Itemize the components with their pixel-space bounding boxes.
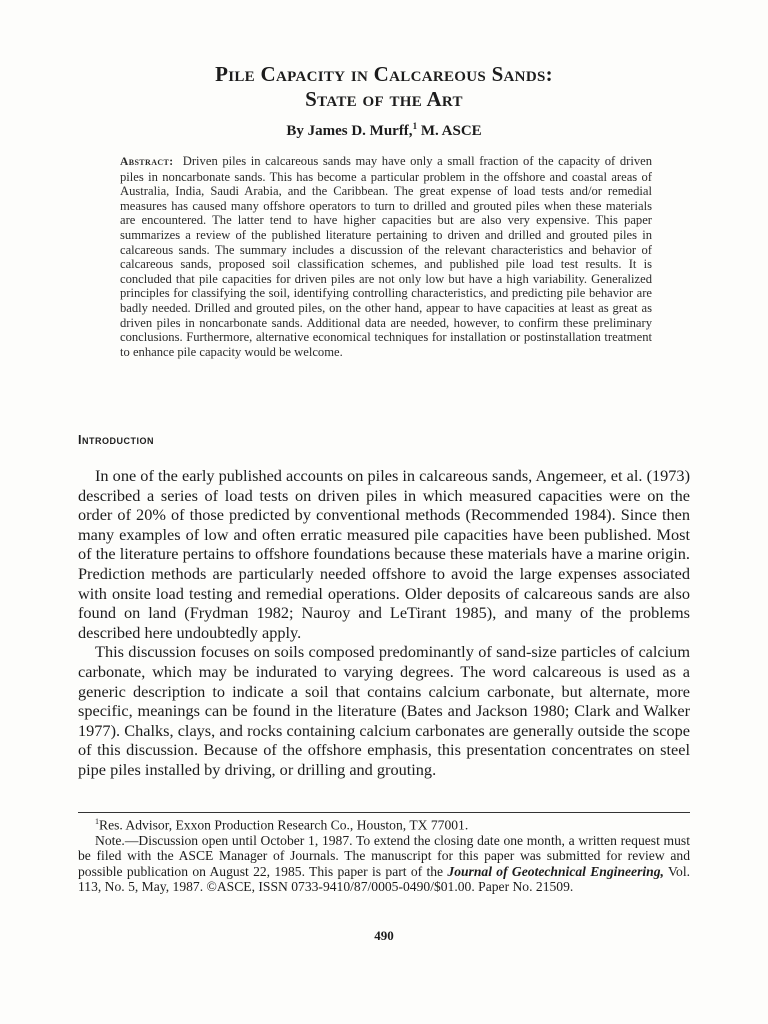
footnote-affiliation xyxy=(78,814,690,833)
abstract-text: Driven piles in calcareous sands may have only a small fraction of the capacity of driven piles in noncarbonate sands. This has become a particular problem in the offshore and coastal areas of Australia, India, Saudi Arabia, and the Caribbean. The great expense of load tests and/or remedial measures has caused many offshore operators to turn to drilled and grouted piles when these materials are encountered. The latter tend to have higher capacities but are also very expensive. This paper summarizes a review of the published literature pertaining to driven and drilled and grouted piles in calcareous sands. The summary includes a discussion of the relevant characteristics and behavior of calcareous sands, proposed soil classification schemes, and published pile load test results. It is concluded that pile capacities for driven piles are not only low but have a high variability. Generalized principles for classifying the soil, identifying controlling characteristics, and predicting pile behavior are badly needed. Drilled and grouted piles, on the other hand, appear to have capacities at least as great as driven piles in noncarbonate sands. Additional data are needed, however, to confirm these preliminary conclusions. Furthermore, alternative economical techniques for installation or postinstallation treatment to enhance pile capacity would be welcome. xyxy=(120,154,652,359)
affiliation-text: Res. Advisor, Exxon Production Research Co., Houston, TX 77001. xyxy=(99,817,469,833)
author-byline xyxy=(100,121,668,140)
page-number: 490 xyxy=(374,928,394,943)
journal-name: Journal of Geotechnical Engineering, xyxy=(447,863,664,879)
author-footnote-mark: 1 xyxy=(412,121,418,131)
note-text-start: Note.—Discussion open until October 1, 1987. To extend the closing date one month, a written request must be filed with the ASCE Manager of Journals. The manuscript for this paper was submitted for review and possible publication on August 22, 1985. This paper is part of the xyxy=(78,832,690,879)
abstract-label: Abstract: xyxy=(120,156,174,168)
affiliation-footnote-mark: 1 xyxy=(95,817,99,826)
paper-title-line-1: Pile Capacity in Calcareous Sands: xyxy=(215,62,553,86)
note-text-end: Vol. 113, No. 5, May, 1987. ©ASCE, ISSN 0733-9410/87/0005-0490/$01.00. Paper No. 21509. xyxy=(78,863,690,895)
paper-title-line-2: State of the Art xyxy=(305,87,463,111)
introduction-paragraph-2: This discussion focuses on soils composed predominantly of sand-size particles of calcium carbonate, which may be indurated to varying degrees. The word calcareous is used as a generic description to indicate a soil that contains calcium carbonate, but alternate, more specific, meanings can be found in the literature (Bates and Jackson 1980; Clark and Walker 1977). Chalks, clays, and rocks containing calcium carbonates are generally outside the scope of this discussion. Because of the offshore emphasis, this presentation concentrates on steel pipe piles installed by driving, or drilling and grouting. xyxy=(78,642,690,779)
author-membership: M. ASCE xyxy=(417,123,482,139)
footnotes xyxy=(78,814,690,895)
footnote-discussion-note xyxy=(78,833,690,895)
paper-title xyxy=(100,62,668,112)
introduction-paragraph-1: In one of the early published accounts on piles in calcareous sands, Angemeer, et al. (1973) described a series of load tests on driven piles in which measured capacities were on the order of 20% of those predicted by conventional methods (Recommended 1984). Since then many examples of low and often erratic measured pile capacities have been published. Most of the literature pertains to offshore foundations because these materials have a marine origin. Prediction methods are particularly needed offshore to avoid the large expenses associated with onsite load testing and remedial operations. Older deposits of calcareous sands are also found on land (Frydman 1982; Nauroy and LeTirant 1985), and many of the problems described here undoubtedly apply. xyxy=(78,466,690,642)
abstract xyxy=(120,154,652,359)
section-heading-introduction: Introduction xyxy=(78,433,154,447)
author-name: By James D. Murff, xyxy=(286,123,413,139)
introduction-body xyxy=(78,466,690,780)
footnote-divider xyxy=(78,812,690,813)
